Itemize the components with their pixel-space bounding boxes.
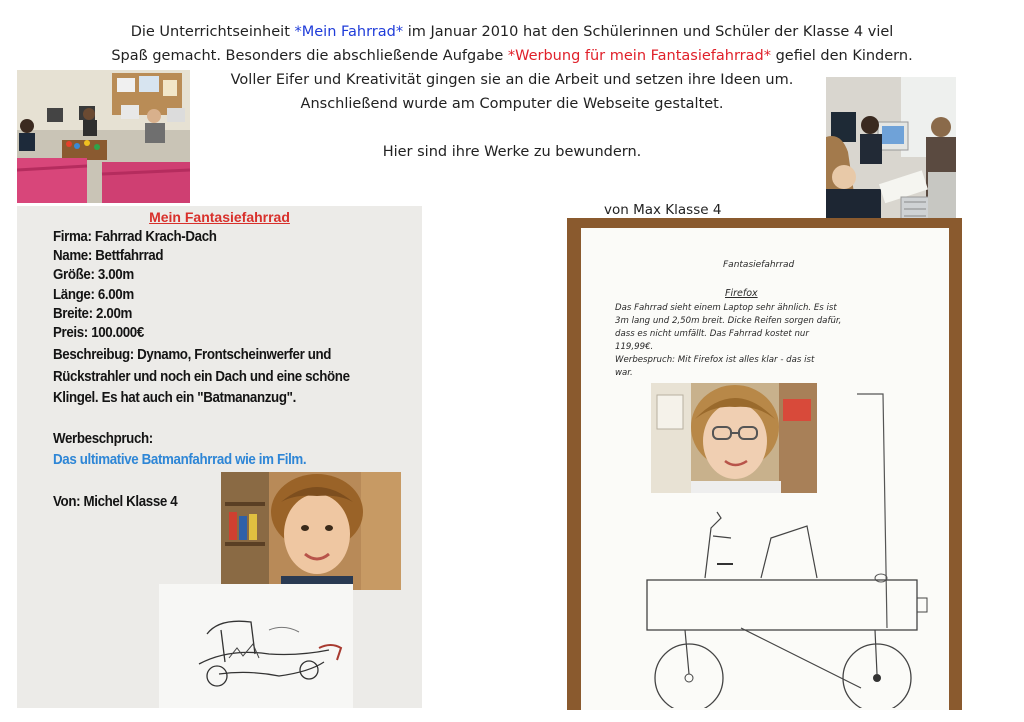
poster-right-description: Werbespruch: Mit Firefox ist alles klar - das ist: [615, 355, 815, 365]
intro-line-5: Hier sind ihre Werke zu bewundern.: [382, 144, 642, 160]
task-title-highlight: *Werbung für mein Fantasiefahrrad*: [507, 48, 771, 64]
poster-right-description: dass es nicht umfällt. Das Fahrrad kostet nur: [615, 329, 809, 339]
poster-left-slogan-label: Werbeschpruch:: [53, 431, 153, 447]
bike-drawing-max: [621, 388, 943, 708]
poster-left-beschreibung: Beschreibug: Dynamo, Frontscheinwerfer und: [53, 347, 332, 363]
poster-max: [567, 218, 962, 710]
intro-line-2: [0, 48, 1024, 64]
poster-left-laenge: Länge: 6.00m: [53, 287, 134, 303]
poster-left-firma: Firma: Fahrrad Krach-Dach: [53, 229, 217, 245]
poster-left-beschreibung: Klingel. Es hat auch ein "Batmananzug".: [53, 390, 296, 406]
poster-left-breite: Breite: 2.00m: [53, 306, 133, 322]
poster-right-description: Das Fahrrad sieht einem Laptop sehr ähnlich. Es ist: [615, 303, 837, 313]
poster-right-description: war.: [615, 368, 633, 378]
poster-michel: [17, 206, 422, 708]
poster-left-title: Mein Fantasiefahrrad: [149, 209, 290, 225]
bike-drawing-michel: [159, 584, 353, 708]
poster-left-beschreibung: Rückstrahler und noch ein Dach und eine schöne: [53, 369, 350, 385]
poster-left-preis: Preis: 100.000€: [53, 325, 144, 341]
intro-text: Die Unterrichtseinheit: [130, 24, 295, 40]
intro-line-3: Voller Eifer und Kreativität gingen sie an die Arbeit und setzen ihre Ideen um.: [230, 72, 794, 88]
poster-right-bike-name: Firefox: [725, 288, 758, 299]
poster-left-author: Von: Michel Klasse 4: [53, 494, 178, 510]
classroom-photo: [17, 70, 190, 203]
intro-text: Spaß gemacht. Besonders die abschließende Aufgabe: [111, 48, 508, 64]
poster-left-slogan: Das ultimative Batmanfahrrad wie im Film.: [53, 452, 307, 468]
intro-text: im Januar 2010 hat den Schülerinnen und Schüler der Klasse 4 viel: [403, 24, 894, 40]
poster-right-author: von Max Klasse 4: [604, 202, 722, 218]
poster-right-heading: Fantasiefahrrad: [723, 260, 795, 270]
poster-left-groesse: Größe: 3.00m: [53, 267, 134, 283]
intro-line-1: [0, 24, 1024, 40]
poster-left-name: Name: Bettfahrrad: [53, 248, 164, 264]
unit-title-highlight: *Mein Fahrrad*: [294, 24, 404, 40]
intro-text: gefiel den Kindern.: [770, 48, 913, 64]
poster-right-description: 119,99€.: [615, 342, 654, 352]
intro-line-4: Anschließend wurde am Computer die Webseite gestaltet.: [300, 96, 724, 112]
poster-right-description: 3m lang und 2,50m breit. Dicke Reifen sorgen dafür,: [615, 316, 842, 326]
boy-portrait: [221, 472, 401, 590]
poster-paper: [581, 228, 949, 710]
